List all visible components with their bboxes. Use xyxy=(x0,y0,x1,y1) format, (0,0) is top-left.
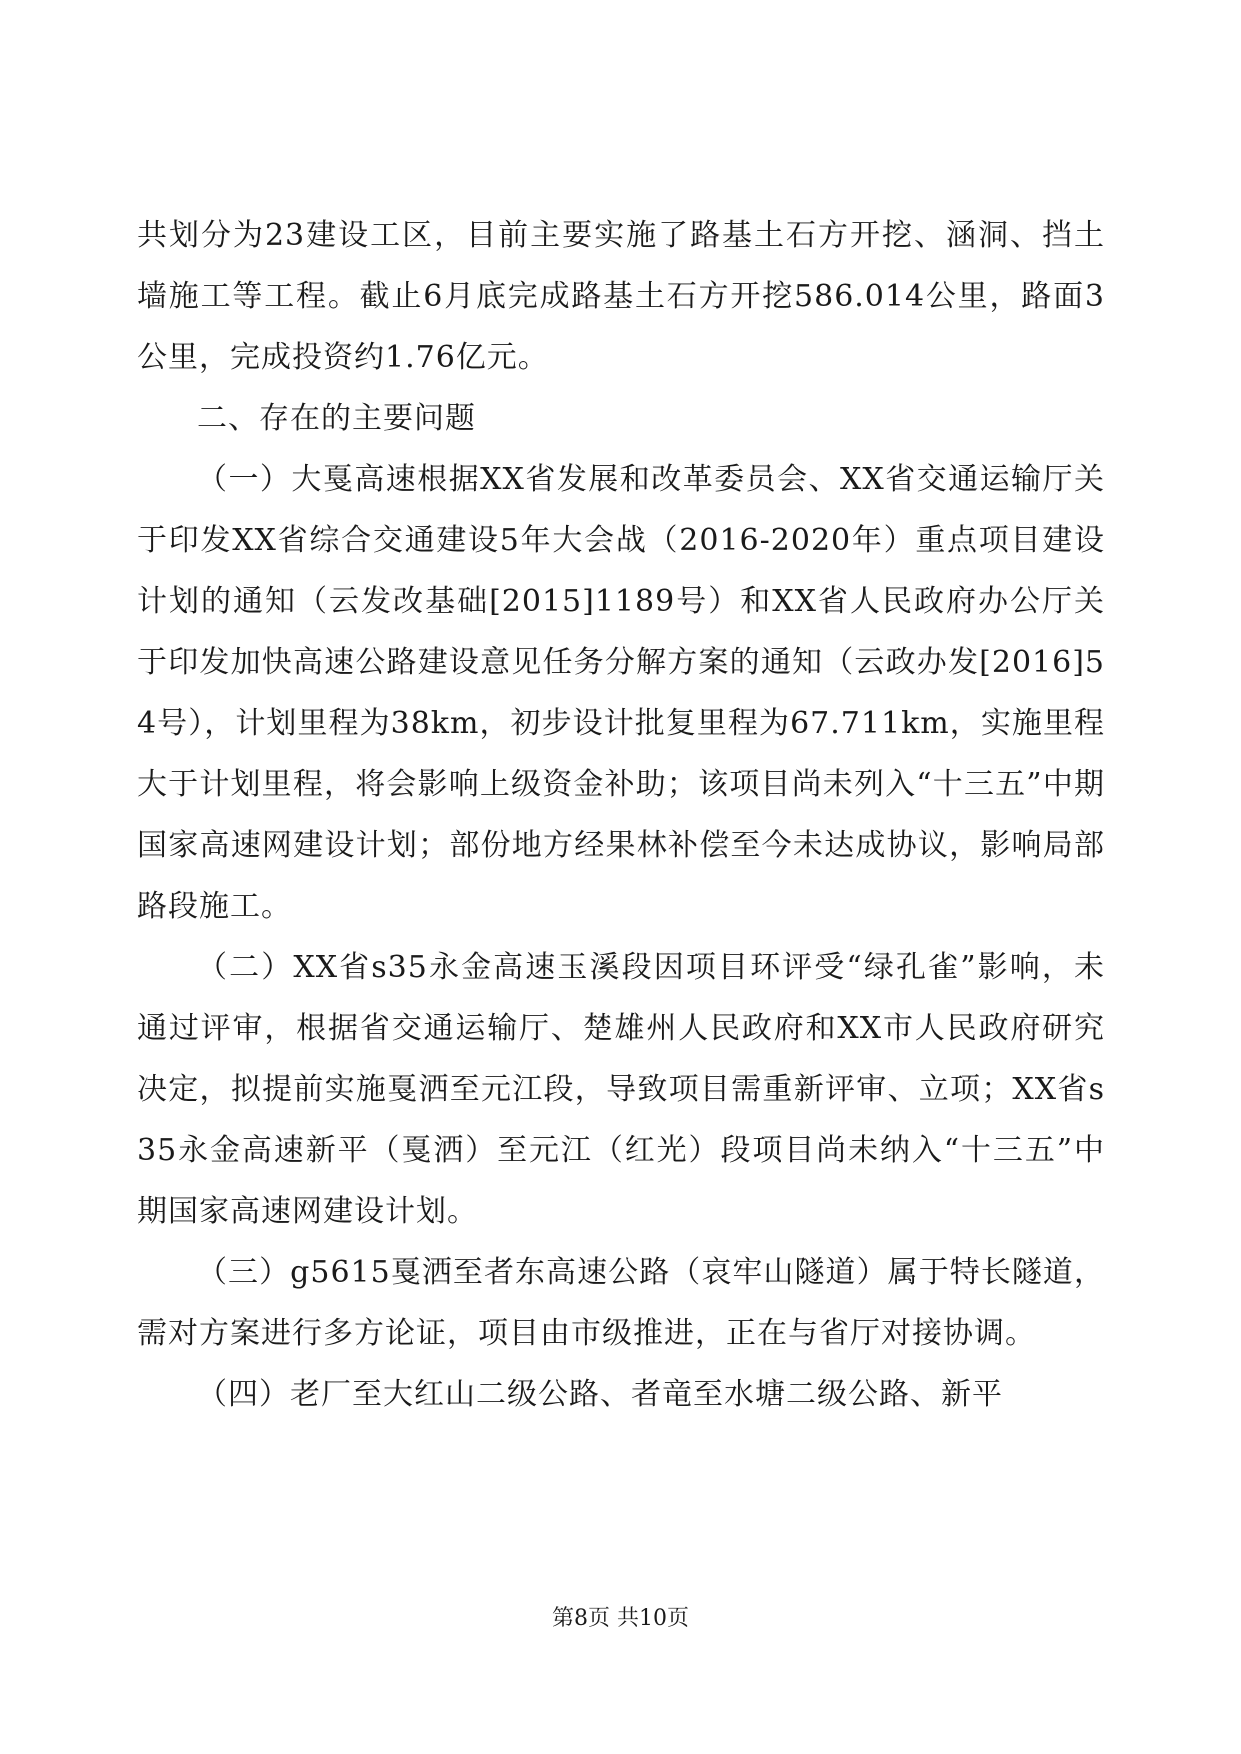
paragraph-problem-1: （一）大戛高速根据XX省发展和改革委员会、XX省交通运输厅关于印发XX省综合交通建设5年大会战（2016-2020年）重点项目建设计划的通知（云发改基础[2015]1189号）和XX省人民政府办公厅关于印发加快高速公路建设意见任务分解方案的通知（云政办发[2016]54号），计划里程为38km，初步设计批复里程为67.711km，实施里程大于计划里程，将会影响上级资金补助；该项目尚未列入“十三五”中期国家高速网建设计划；部份地方经果林补偿至今未达成协议，影响局部路段施工。 xyxy=(137,462,1105,924)
section-heading-main-problems: 二、存在的主要问题 xyxy=(197,401,476,436)
page-footer xyxy=(0,1604,1241,1634)
paragraph-progress-summary: 共划分为23建设工区，目前主要实施了路基土石方开挖、涵洞、挡土墙施工等工程。截止6月底完成路基土石方开挖586.014公里，路面3公里，完成投资约1.76亿元。 xyxy=(137,218,1105,375)
document-body xyxy=(137,205,1105,1425)
paragraph-problem-3: （三）g5615戛洒至者东高速公路（哀牢山隧道）属于特长隧道，需对方案进行多方论证，项目由市级推进，正在与省厅对接协调。 xyxy=(137,1255,1105,1351)
page-number-label: 第8页 共10页 xyxy=(552,1606,689,1631)
paragraph-problem-4: （四）老厂至大红山二级公路、者竜至水塘二级公路、新平 xyxy=(197,1377,1003,1412)
paragraph-problem-2: （二）XX省s35永金高速玉溪段因项目环评受“绿孔雀”影响，未通过评审，根据省交通运输厅、楚雄州人民政府和XX市人民政府研究决定，拟提前实施戛洒至元江段，导致项目需重新评审、立项；XX省s35永金高速新平（戛洒）至元江（红光）段项目尚未纳入“十三五”中期国家高速网建设计划。 xyxy=(137,950,1105,1229)
